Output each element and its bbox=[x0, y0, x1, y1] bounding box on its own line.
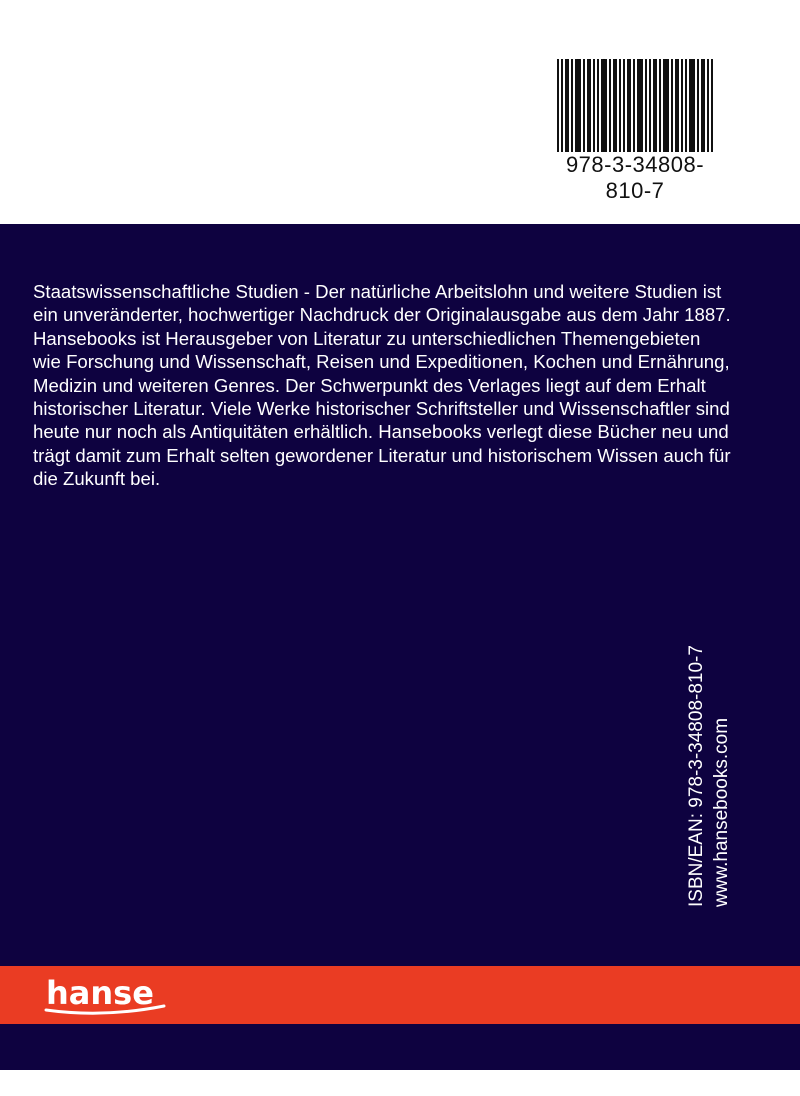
publisher-website: www.hansebooks.com bbox=[711, 717, 732, 907]
barcode-number: 978-3-34808-810-7 bbox=[565, 152, 705, 203]
logo-text: hanse bbox=[46, 974, 154, 1012]
bottom-white-area bbox=[0, 1070, 800, 1096]
isbn-line: ISBN/EAN: 978-3-34808-810-7 bbox=[686, 645, 707, 907]
isbn-block bbox=[684, 645, 734, 907]
barcode bbox=[547, 52, 723, 203]
hanse-logo bbox=[40, 966, 180, 1024]
book-description: Staatswissenschaftliche Studien - Der natürliche Arbeitslohn und weitere Studien ist ein unveränderter, hochwertiger Nachdruck der Originalausgabe aus dem Jahr 1887. Hansebooks ist Herausgeber von Literatur zu unterschiedlichen Themengebieten wie Forschung und Wissenschaft, Reisen und Expeditionen, Kochen und Ernährung, Medizin und weiteren Genres. Der Schwerpunkt des Verlages liegt auf dem Erhalt historischer Literatur. Viele Werke historischer Schriftsteller und Wissenschaftler sind heute nur noch als Antiquitäten erhältlich. Hansebooks verlegt diese Bücher neu und trägt damit zum Erhalt selten gewordener Literatur und historischem Wissen auch für die Zukunft bei. bbox=[33, 281, 731, 490]
barcode-icon bbox=[557, 59, 713, 152]
